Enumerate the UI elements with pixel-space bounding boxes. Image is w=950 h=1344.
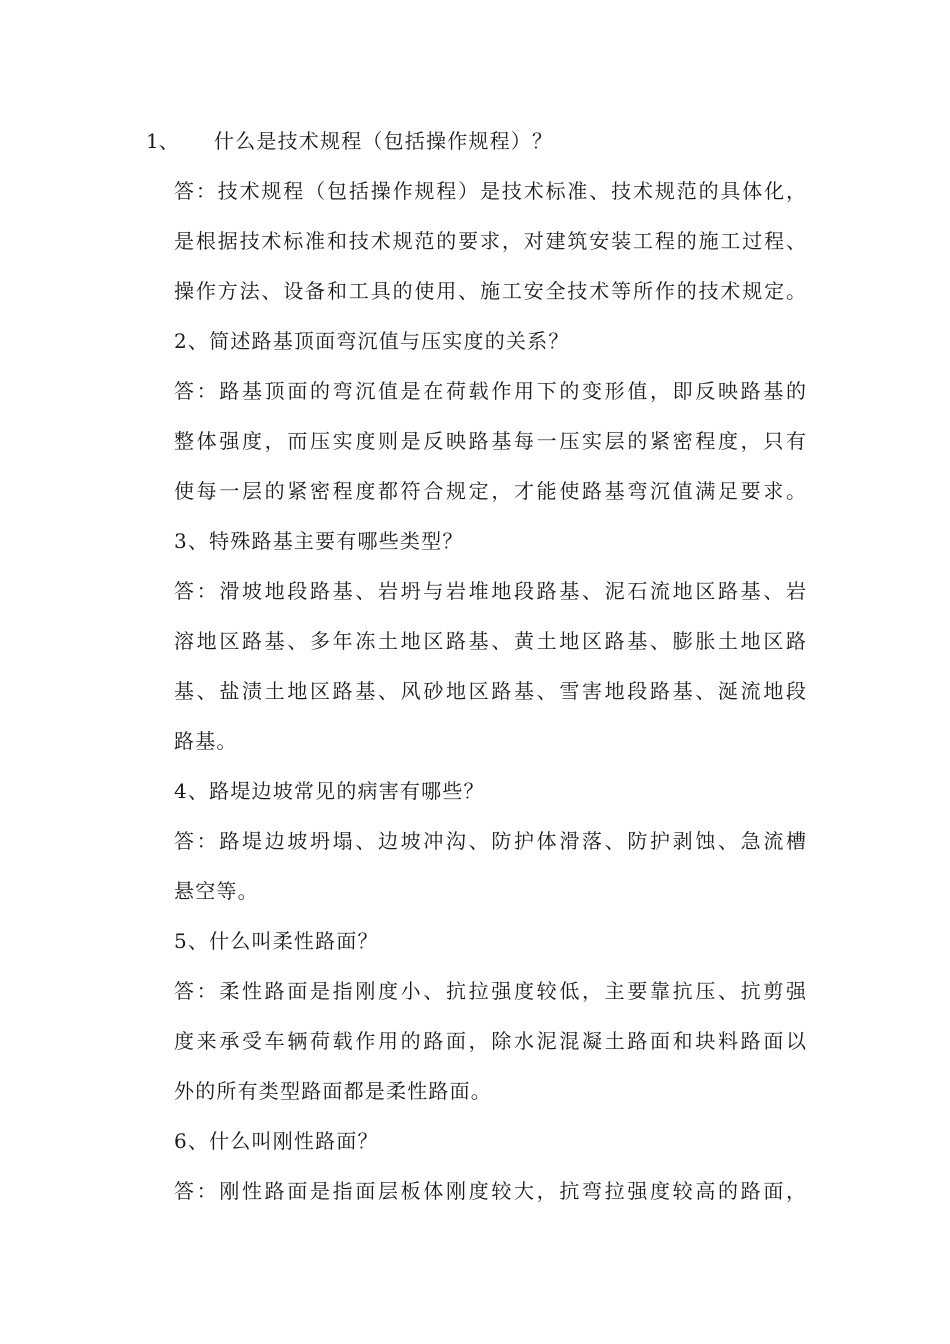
answer-line: 操作方法、设备和工具的使用、施工安全技术等所作的技术规定。 <box>174 279 806 303</box>
answer-line: 路基。 <box>174 729 238 753</box>
answer-line: 是根据技术标准和技术规范的要求，对建筑安装工程的施工过程、 <box>174 229 806 253</box>
question-heading: 2、简述路基顶面弯沉值与压实度的关系？ <box>174 329 570 353</box>
answer-line: 答：柔性路面是指刚度小、抗拉强度较低，主要靠抗压、抗剪强 <box>174 979 806 1003</box>
question-number: 1、 <box>146 129 179 153</box>
answer-line: 答：路堤边坡坍塌、边坡冲沟、防护体滑落、防护剥蚀、急流槽 <box>174 829 806 853</box>
answer-line: 答：路基顶面的弯沉值是在荷载作用下的变形值，即反映路基的 <box>174 379 806 403</box>
answer-line: 悬空等。 <box>174 879 259 903</box>
question-heading: 5、什么叫柔性路面？ <box>174 929 379 953</box>
answer-line: 度来承受车辆荷载作用的路面，除水泥混凝土路面和块料路面以 <box>174 1029 806 1053</box>
answer-line: 答：技术规程（包括操作规程）是技术标准、技术规范的具体化， <box>174 179 806 203</box>
answer-line: 使每一层的紧密程度都符合规定，才能使路基弯沉值满足要求。 <box>174 479 806 503</box>
question-heading: 什么是技术规程（包括操作规程）？ <box>214 129 554 153</box>
question-heading: 6、什么叫刚性路面？ <box>174 1129 379 1153</box>
question-heading: 4、路堤边坡常见的病害有哪些？ <box>174 779 485 803</box>
answer-line: 答：刚性路面是指面层板体刚度较大，抗弯拉强度较高的路面， <box>174 1179 806 1203</box>
answer-line: 答：滑坡地段路基、岩坍与岩堆地段路基、泥石流地区路基、岩 <box>174 579 806 603</box>
answer-line: 溶地区路基、多年冻土地区路基、黄土地区路基、膨胀土地区路 <box>174 629 806 653</box>
answer-line: 外的所有类型路面都是柔性路面。 <box>174 1079 492 1103</box>
question-heading: 3、特殊路基主要有哪些类型？ <box>174 529 464 553</box>
answer-line: 整体强度，而压实度则是反映路基每一压实层的紧密程度，只有 <box>174 429 806 453</box>
answer-line: 基、盐渍土地区路基、风砂地区路基、雪害地段路基、涎流地段 <box>174 679 806 703</box>
